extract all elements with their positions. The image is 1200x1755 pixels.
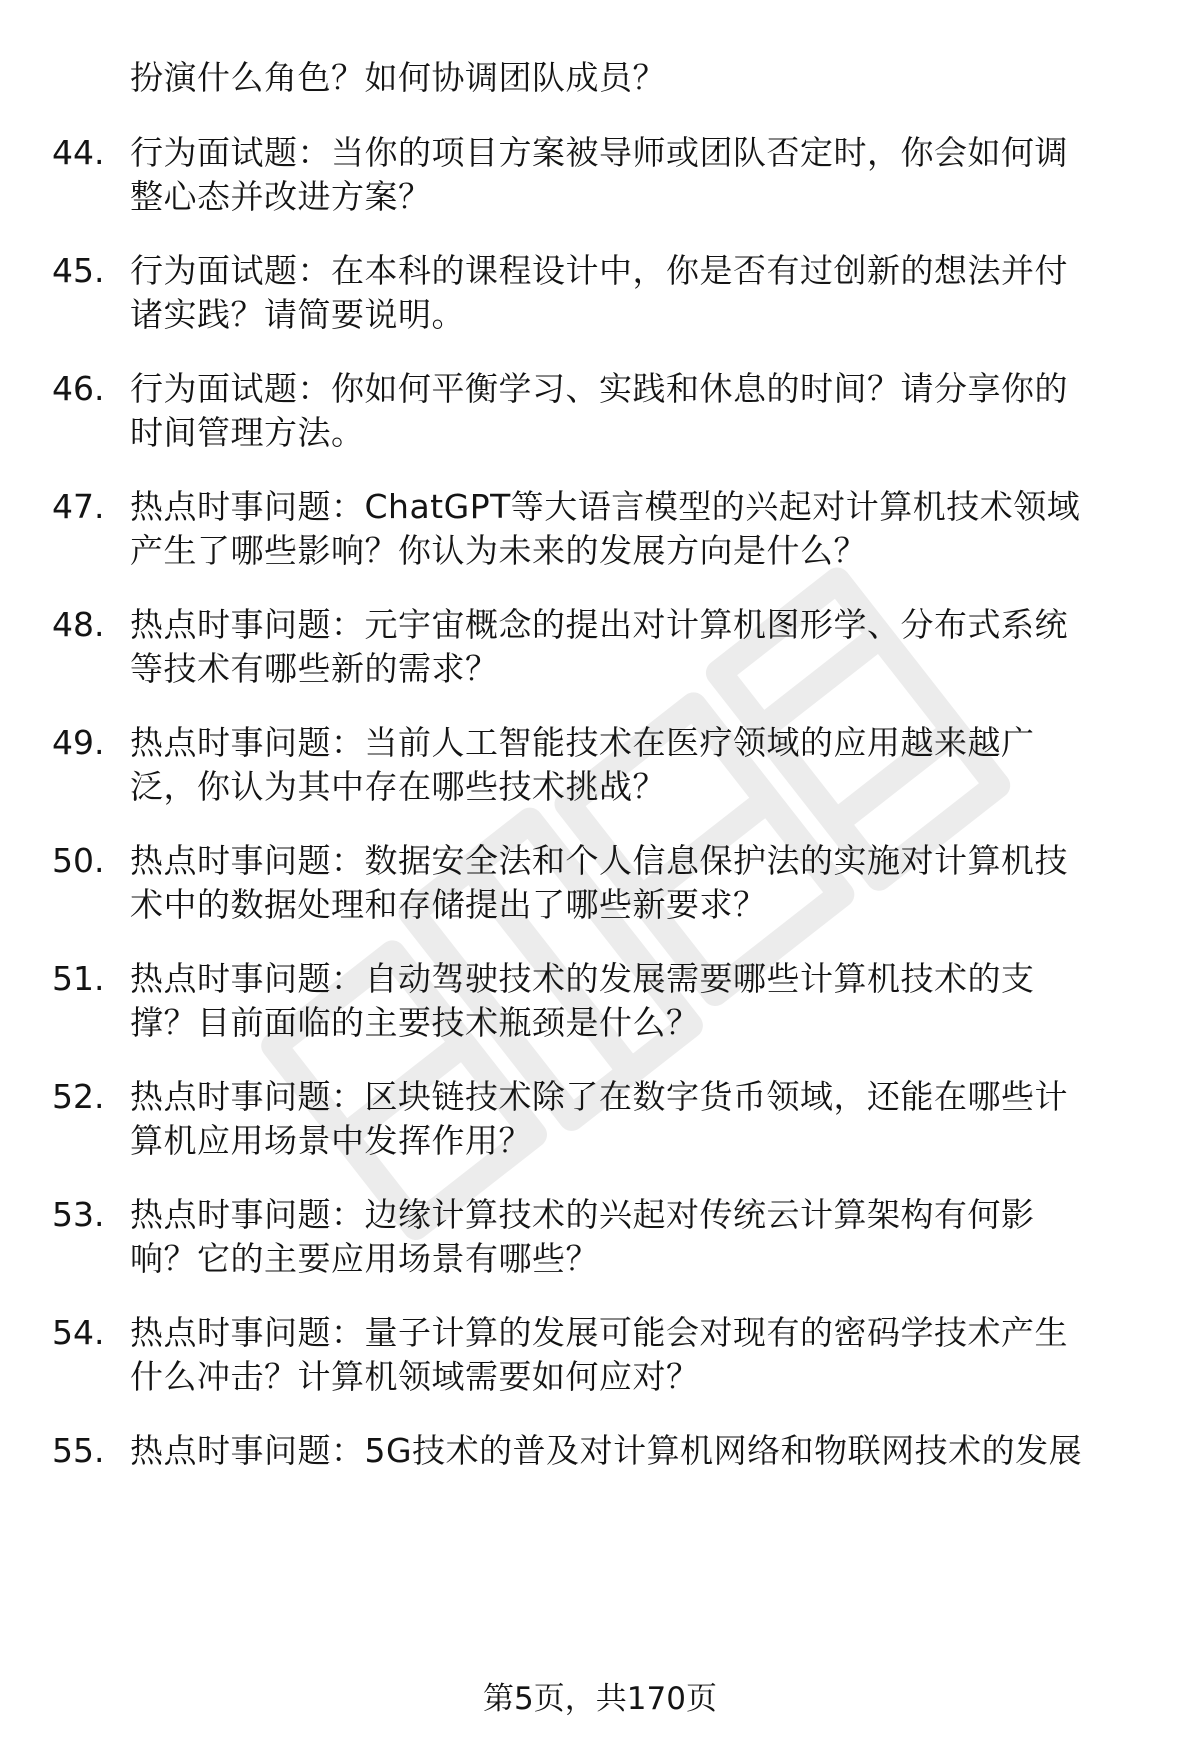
intro-line: 扮演什么角色？如何协调团队成员？ (130, 58, 666, 97)
question-number-54: 54. (52, 1313, 105, 1352)
question-51-line1: 热点时事问题：自动驾驶技术的发展需要哪些计算机技术的支 (130, 959, 1035, 998)
question-53-line1: 热点时事问题：边缘计算技术的兴起对传统云计算架构有何影 (130, 1195, 1035, 1234)
question-number-45: 45. (52, 251, 105, 290)
question-47-line2: 产生了哪些影响？你认为未来的发展方向是什么？ (130, 531, 867, 570)
question-54-line1: 热点时事问题：量子计算的发展可能会对现有的密码学技术产生 (130, 1313, 1068, 1352)
question-number-49: 49. (52, 723, 105, 762)
question-47-line1: 热点时事问题：ChatGPT等大语言模型的兴起对计算机技术领域 (130, 487, 1081, 526)
question-52-line2: 算机应用场景中发挥作用？ (130, 1121, 532, 1160)
question-49-line1: 热点时事问题：当前人工智能技术在医疗领域的应用越来越广 (130, 723, 1035, 762)
question-44-line1: 行为面试题：当你的项目方案被导师或团队否定时，你会如何调 (130, 133, 1068, 172)
question-46-line2: 时间管理方法。 (130, 413, 365, 452)
page-footer: 第5页，共170页 (483, 1681, 717, 1717)
question-49-line2: 泛，你认为其中存在哪些技术挑战？ (130, 767, 666, 806)
question-53-line2: 响？它的主要应用场景有哪些？ (130, 1239, 599, 1278)
question-number-55: 55. (52, 1431, 105, 1470)
question-51-line2: 撑？目前面临的主要技术瓶颈是什么？ (130, 1003, 700, 1042)
question-55-line1: 热点时事问题：5G技术的普及对计算机网络和物联网技术的发展 (130, 1431, 1083, 1470)
question-48-line1: 热点时事问题：元宇宙概念的提出对计算机图形学、分布式系统 (130, 605, 1068, 644)
question-number-50: 50. (52, 841, 105, 880)
question-50-line2: 术中的数据处理和存储提出了哪些新要求？ (130, 885, 767, 924)
question-46-line1: 行为面试题：你如何平衡学习、实践和休息的时间？请分享你的 (130, 369, 1068, 408)
question-number-53: 53. (52, 1195, 105, 1234)
question-number-51: 51. (52, 959, 105, 998)
question-48-line2: 等技术有哪些新的需求？ (130, 649, 499, 688)
question-45-line2: 诸实践？请简要说明。 (130, 295, 465, 334)
question-number-52: 52. (52, 1077, 105, 1116)
question-44-line2: 整心态并改进方案？ (130, 177, 432, 216)
question-number-48: 48. (52, 605, 105, 644)
question-52-line1: 热点时事问题：区块链技术除了在数字货币领域，还能在哪些计 (130, 1077, 1068, 1116)
question-50-line1: 热点时事问题：数据安全法和个人信息保护法的实施对计算机技 (130, 841, 1068, 880)
question-number-44: 44. (52, 133, 105, 172)
question-number-47: 47. (52, 487, 105, 526)
question-54-line2: 什么冲击？计算机领域需要如何应对？ (130, 1357, 700, 1396)
question-45-line1: 行为面试题：在本科的课程设计中，你是否有过创新的想法并付 (130, 251, 1068, 290)
question-number-46: 46. (52, 369, 105, 408)
